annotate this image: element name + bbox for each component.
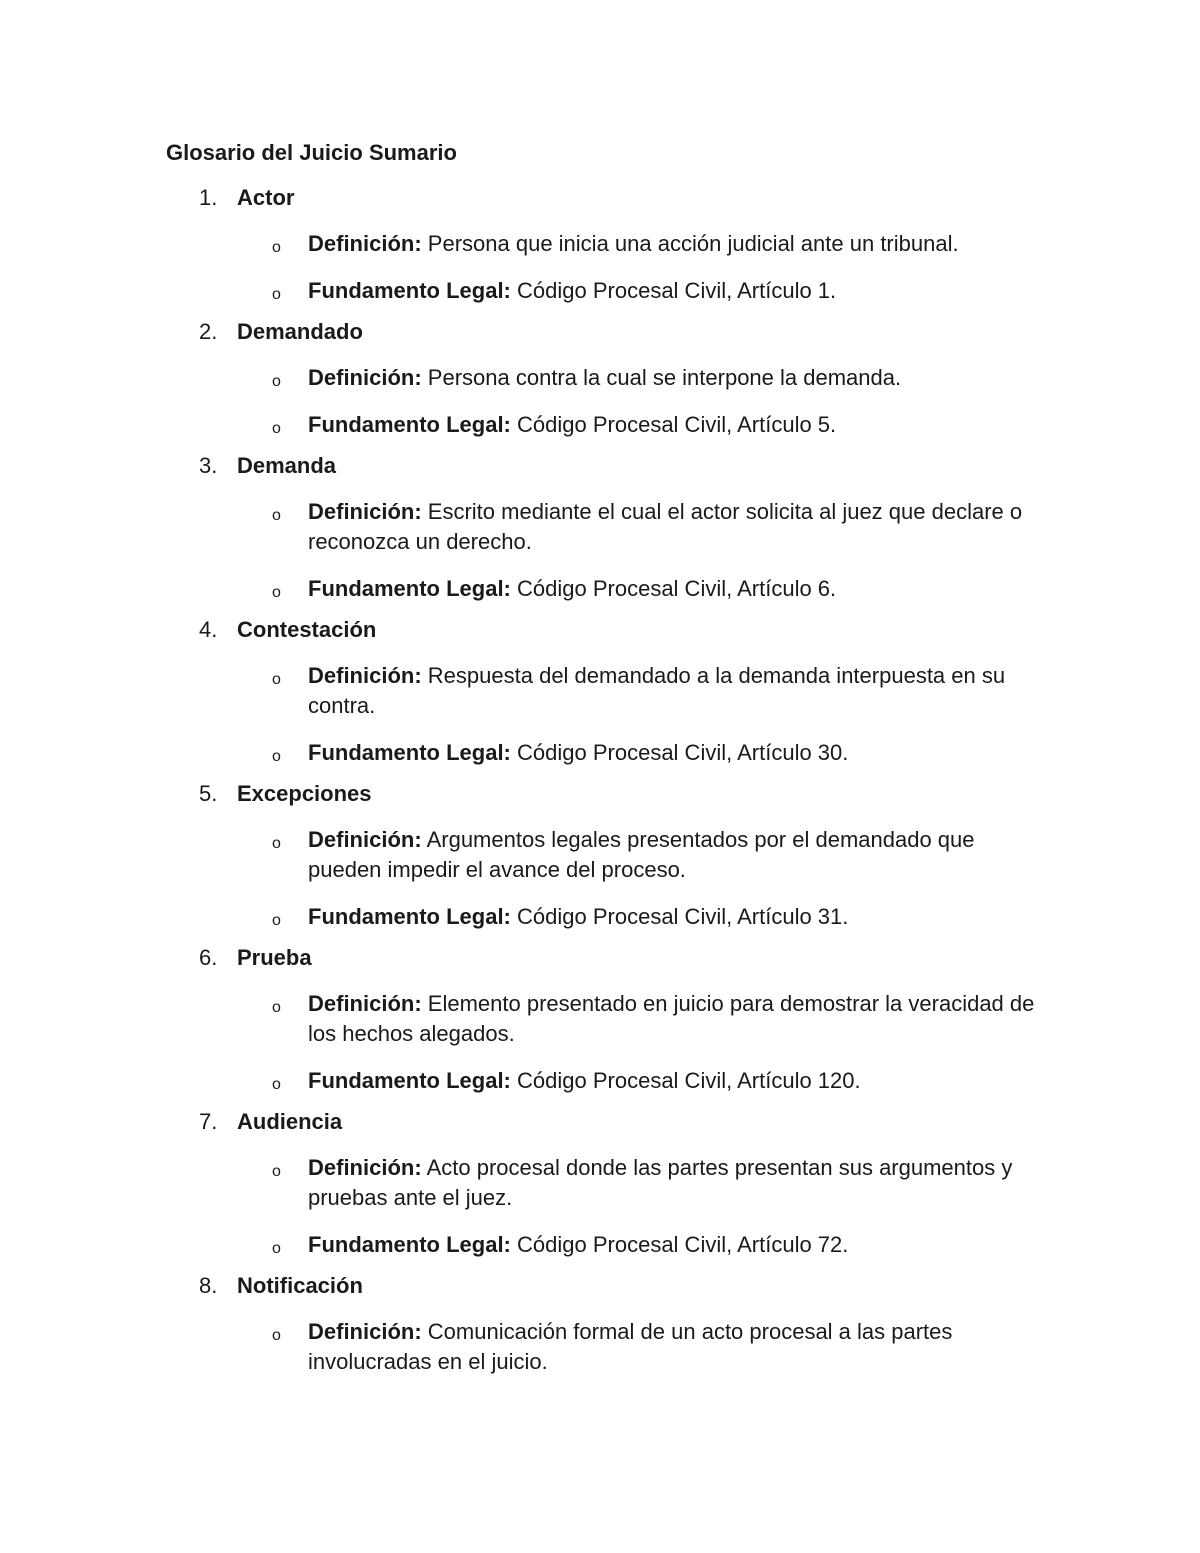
bullet-icon: o — [272, 1076, 281, 1093]
legal-basis-label: Fundamento Legal: — [308, 412, 511, 437]
term-details — [0, 989, 1200, 1096]
term-name: Notificación — [237, 1273, 363, 1298]
term-details — [0, 661, 1200, 768]
definition-label: Definición: — [308, 365, 422, 390]
legal-basis-label: Fundamento Legal: — [308, 1232, 511, 1257]
definition-label: Definición: — [308, 827, 422, 852]
definition-text: Persona que inicia una acción judicial ante un tribunal. — [427, 231, 959, 256]
term-heading — [0, 1272, 1200, 1300]
term-number: 7. — [199, 1109, 218, 1134]
bullet-icon: o — [272, 1327, 281, 1344]
term-name: Contestación — [237, 617, 377, 642]
legal-basis-item — [0, 738, 1200, 768]
term-heading — [0, 318, 1200, 346]
glossary-term — [0, 944, 1200, 1096]
legal-basis-text: Código Procesal Civil, Artículo 31. — [517, 904, 849, 929]
legal-basis-item — [0, 276, 1200, 306]
legal-basis-text: Código Procesal Civil, Artículo 72. — [517, 1232, 849, 1257]
legal-basis-item — [0, 902, 1200, 932]
term-details — [0, 363, 1200, 440]
legal-basis-item — [0, 410, 1200, 440]
legal-basis-text: Código Procesal Civil, Artículo 6. — [517, 576, 837, 601]
bullet-icon: o — [272, 748, 281, 765]
legal-basis-label: Fundamento Legal: — [308, 904, 511, 929]
definition-text: Argumentos legales presentados por el demandado que pueden impedir el avance del proceso. — [308, 827, 975, 882]
definition-label: Definición: — [308, 1319, 422, 1344]
term-heading — [0, 452, 1200, 480]
bullet-icon: o — [272, 286, 281, 303]
term-details — [0, 825, 1200, 932]
definition-label: Definición: — [308, 991, 422, 1016]
legal-basis-text: Código Procesal Civil, Artículo 1. — [517, 278, 837, 303]
bullet-icon: o — [272, 1240, 281, 1257]
term-name: Actor — [237, 185, 295, 210]
glossary-term — [0, 1108, 1200, 1260]
legal-basis-label: Fundamento Legal: — [308, 1068, 511, 1093]
term-name: Excepciones — [237, 781, 372, 806]
legal-basis-text: Código Procesal Civil, Artículo 120. — [517, 1068, 861, 1093]
term-name: Demandado — [237, 319, 363, 344]
term-name: Prueba — [237, 945, 312, 970]
bullet-icon: o — [272, 999, 281, 1016]
definition-label: Definición: — [308, 663, 422, 688]
bullet-icon: o — [272, 420, 281, 437]
glossary-term — [0, 452, 1200, 604]
term-number: 6. — [199, 945, 218, 970]
definition-item — [0, 661, 1200, 721]
glossary-term — [0, 1272, 1200, 1377]
definition-label: Definición: — [308, 499, 422, 524]
term-heading — [0, 184, 1200, 212]
term-heading — [0, 1108, 1200, 1136]
definition-item — [0, 363, 1200, 393]
legal-basis-label: Fundamento Legal: — [308, 278, 511, 303]
definition-label: Definición: — [308, 1155, 422, 1180]
definition-text: Persona contra la cual se interpone la demanda. — [427, 365, 902, 390]
bullet-icon: o — [272, 835, 281, 852]
bullet-icon: o — [272, 1163, 281, 1180]
term-heading — [0, 616, 1200, 644]
glossary-term — [0, 318, 1200, 440]
legal-basis-text: Código Procesal Civil, Artículo 5. — [517, 412, 837, 437]
definition-label: Definición: — [308, 231, 422, 256]
definition-item — [0, 825, 1200, 885]
term-details — [0, 1317, 1200, 1377]
glossary-list — [0, 184, 1200, 1389]
legal-basis-label: Fundamento Legal: — [308, 576, 511, 601]
bullet-icon: o — [272, 584, 281, 601]
term-name: Audiencia — [237, 1109, 343, 1134]
definition-item — [0, 989, 1200, 1049]
bullet-icon: o — [272, 373, 281, 390]
legal-basis-item — [0, 574, 1200, 604]
term-number: 8. — [199, 1273, 218, 1298]
glossary-term — [0, 616, 1200, 768]
bullet-icon: o — [272, 912, 281, 929]
legal-basis-label: Fundamento Legal: — [308, 740, 511, 765]
bullet-icon: o — [272, 239, 281, 256]
term-name: Demanda — [237, 453, 337, 478]
document-title: Glosario del Juicio Sumario — [166, 140, 457, 165]
definition-text: Comunicación formal de un acto procesal a las partes involucradas en el juicio. — [308, 1319, 953, 1374]
definition-text: Acto procesal donde las partes presentan sus argumentos y pruebas ante el juez. — [308, 1155, 1013, 1210]
definition-item — [0, 1153, 1200, 1213]
term-heading — [0, 780, 1200, 808]
definition-text: Elemento presentado en juicio para demostrar la veracidad de los hechos alegados. — [308, 991, 1035, 1046]
bullet-icon: o — [272, 507, 281, 524]
term-number: 1. — [199, 185, 218, 210]
glossary-term — [0, 780, 1200, 932]
term-details — [0, 497, 1200, 604]
definition-item — [0, 497, 1200, 557]
term-number: 2. — [199, 319, 218, 344]
term-details — [0, 229, 1200, 306]
definition-item — [0, 229, 1200, 259]
definition-item — [0, 1317, 1200, 1377]
bullet-icon: o — [272, 671, 281, 688]
legal-basis-item — [0, 1066, 1200, 1096]
legal-basis-text: Código Procesal Civil, Artículo 30. — [517, 740, 849, 765]
legal-basis-item — [0, 1230, 1200, 1260]
term-details — [0, 1153, 1200, 1260]
term-heading — [0, 944, 1200, 972]
definition-text: Respuesta del demandado a la demanda interpuesta en su contra. — [308, 663, 1006, 718]
term-number: 4. — [199, 617, 218, 642]
term-number: 3. — [199, 453, 218, 478]
glossary-term — [0, 184, 1200, 306]
term-number: 5. — [199, 781, 218, 806]
definition-text: Escrito mediante el cual el actor solicita al juez que declare o reconozca un derecho. — [308, 499, 1023, 554]
